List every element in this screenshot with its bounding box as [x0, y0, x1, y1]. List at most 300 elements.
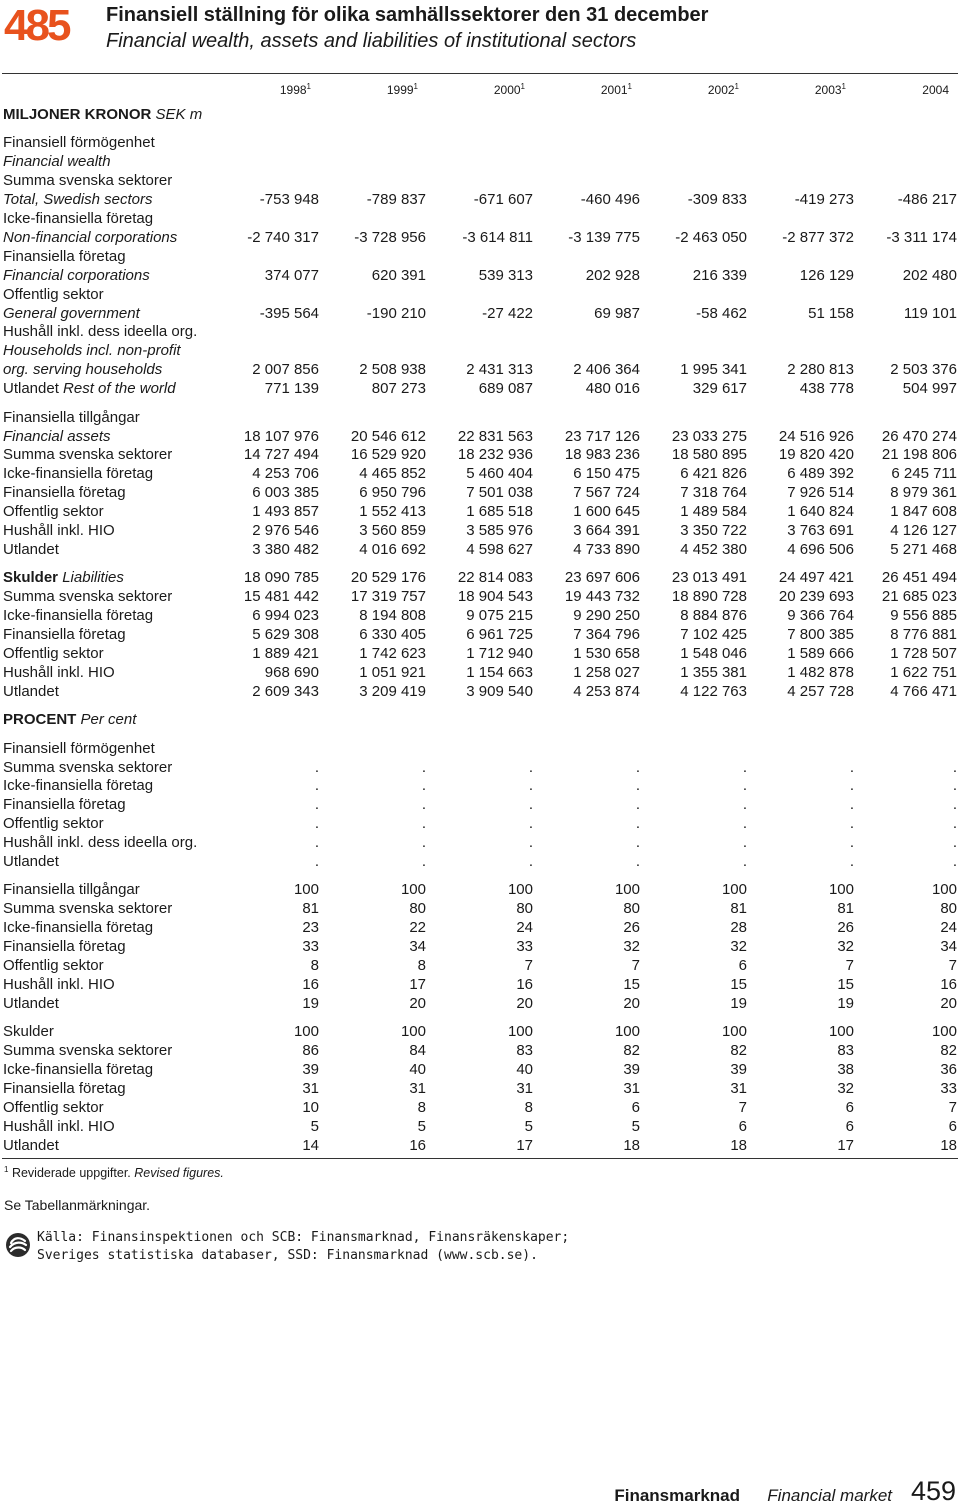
value-cell: 9 075 215 [466, 607, 533, 625]
wealth-row-label [3, 172, 957, 191]
value-cell: . [849, 853, 854, 871]
footnote: $^1$ Reviderade uppgifter. Revised figures. [4, 1164, 224, 1180]
value-cell: -190 210 [366, 304, 426, 322]
value-cell: 81 [730, 900, 747, 918]
value-cell: . [952, 777, 957, 795]
value-cell: 100 [614, 1023, 640, 1041]
footer-section-en: Financial market [767, 1486, 892, 1505]
value-cell: 33 [940, 1080, 957, 1097]
label-en: Rest of the world [63, 380, 176, 398]
value-cell: 5 [631, 1117, 640, 1135]
row-label: Icke-finansiella företag [3, 1061, 154, 1079]
page-header [0, 0, 960, 60]
value-cell: . [742, 834, 747, 852]
label-sv: PROCENT [3, 711, 77, 729]
pct-liabilities-row [3, 1042, 957, 1061]
assets-row [3, 484, 957, 503]
value-cell: 5 [417, 1117, 426, 1135]
value-cell: 2 976 546 [252, 522, 319, 540]
value-cell: . [635, 758, 640, 776]
value-cell: 20 239 693 [778, 588, 854, 606]
value-cell: 19 820 420 [778, 446, 854, 464]
value-cell: 18 [730, 1136, 747, 1154]
value-cell: -3 728 956 [354, 228, 426, 246]
value-cell: 10 [302, 1098, 319, 1116]
value-cell: 31 [516, 1080, 533, 1097]
value-cell: 31 [409, 1080, 426, 1097]
value-cell: 480 016 [585, 380, 640, 398]
value-cell: -309 833 [687, 191, 747, 209]
assets-row [3, 465, 957, 484]
value-cell: 7 800 385 [787, 626, 854, 644]
value-cell: 32 [730, 938, 747, 956]
value-cell: 3 560 859 [359, 522, 426, 540]
row-label [3, 569, 213, 588]
value-cell: 216 339 [692, 266, 747, 284]
row-label: Summa svenska sektorer [3, 588, 173, 606]
unit-row-pct [3, 711, 957, 730]
value-cell: 20 [623, 994, 640, 1012]
value-cell: . [952, 758, 957, 776]
spacer [3, 730, 957, 740]
page-number: 459 [910, 1476, 956, 1506]
value-cell: -2 877 372 [782, 228, 854, 246]
value-cell: 807 273 [371, 380, 426, 398]
value-cell: 24 [940, 919, 957, 937]
value-cell: 80 [516, 900, 533, 918]
value-cell: 438 778 [799, 380, 854, 398]
value-cell: 1 355 381 [680, 663, 747, 681]
wealth-row [3, 267, 957, 286]
see-notes: Se Tabellanmärkningar. [4, 1197, 151, 1213]
value-cell: 2 503 376 [890, 361, 957, 379]
row-label: Summa svenska sektorer [3, 1042, 173, 1060]
value-cell: . [952, 796, 957, 814]
value-cell: 16 529 920 [350, 446, 426, 464]
value-cell: 100 [400, 1023, 426, 1041]
label-sv: Utlandet [3, 380, 59, 398]
value-cell: 1 742 623 [359, 644, 426, 662]
value-cell: 34 [940, 938, 957, 956]
value-cell: 51 158 [808, 304, 854, 322]
value-cell: 17 [409, 975, 426, 993]
row-label: Hushåll inkl. dess ideella org. [3, 834, 198, 852]
year-1999: 1999$^1$ [386, 81, 418, 97]
value-cell: . [314, 777, 319, 795]
pct-liabilities-row [3, 1099, 957, 1118]
row-label: Finansiell förmögenhet [3, 134, 155, 152]
value-cell: 36 [940, 1061, 957, 1079]
value-cell: 2 007 856 [252, 361, 319, 379]
value-cell: 6 245 711 [891, 465, 957, 483]
year-2003: 2003$^1$ [814, 81, 846, 97]
row-label: Summa svenska sektorer [3, 758, 173, 776]
value-cell: 20 [940, 994, 957, 1012]
value-cell: 9 366 764 [787, 607, 854, 625]
value-cell: 18 580 895 [671, 446, 747, 464]
spacer-row [3, 125, 957, 135]
value-cell: . [314, 815, 319, 833]
value-cell: 19 [730, 994, 747, 1012]
value-cell: 6 [738, 957, 747, 975]
value-cell: 81 [302, 900, 319, 918]
value-cell: 69 987 [594, 304, 640, 322]
spacer-row [3, 702, 957, 712]
value-cell: 20 [516, 994, 533, 1012]
value-cell: 18 090 785 [243, 569, 319, 587]
value-cell: 5 [310, 1117, 319, 1135]
row-label [3, 711, 957, 730]
value-cell: 100 [507, 1023, 533, 1041]
pct-assets-row [3, 976, 957, 995]
value-cell: 33 [516, 938, 533, 956]
value-cell: 7 364 796 [573, 626, 640, 644]
value-cell: 26 [623, 919, 640, 937]
value-cell: 14 727 494 [243, 446, 319, 464]
wealth-row [3, 361, 957, 380]
value-cell: 539 313 [478, 266, 533, 284]
year-2001: 2001$^1$ [600, 81, 632, 97]
row-label: Skulder [3, 1023, 54, 1041]
row-label: Finansiella företag [3, 1080, 126, 1097]
value-cell: 8 194 808 [359, 607, 426, 625]
value-cell: 7 [948, 957, 957, 975]
value-cell: 2 431 313 [466, 361, 533, 379]
value-cell: 4 452 380 [680, 540, 747, 558]
assets-row [3, 503, 957, 522]
value-cell: 1 995 341 [680, 361, 747, 379]
value-cell: . [314, 853, 319, 871]
value-cell: . [528, 853, 533, 871]
section-head-wealth [3, 134, 957, 153]
value-cell: . [849, 777, 854, 795]
value-cell: 329 617 [692, 380, 747, 398]
row-label: Finansiella företag [3, 247, 126, 265]
value-cell: 18 904 543 [457, 588, 533, 606]
value-cell: 6 961 725 [466, 626, 533, 644]
value-cell: 14 [302, 1136, 319, 1154]
value-cell: 1 530 658 [573, 644, 640, 662]
value-cell: 16 [409, 1136, 426, 1154]
value-cell: 86 [302, 1042, 319, 1060]
value-cell: 1 589 666 [787, 644, 854, 662]
value-cell: 32 [623, 938, 640, 956]
spacer-row [3, 1014, 957, 1024]
row-label: Hushåll inkl. HIO [3, 975, 115, 993]
pct-wealth-row [3, 853, 957, 872]
value-cell: 7 501 038 [466, 484, 533, 502]
value-cell: 100 [828, 1023, 854, 1041]
value-cell: 26 451 494 [881, 569, 957, 587]
row-label: Finansiella tillgångar [3, 881, 140, 899]
row-label: Icke-finansiella företag [3, 465, 154, 483]
pct-section-head-wealth [3, 740, 957, 759]
year-2000: 2000$^1$ [493, 81, 525, 97]
spacer [3, 125, 957, 135]
value-cell: . [635, 834, 640, 852]
section-head-assets [3, 409, 957, 428]
value-cell: 18 232 936 [457, 446, 533, 464]
value-cell: 3 664 391 [573, 522, 640, 540]
value-cell: . [849, 834, 854, 852]
row-label: Icke-finansiella företag [3, 607, 154, 625]
value-cell: -395 564 [259, 304, 319, 322]
value-cell: 4 016 692 [359, 540, 426, 558]
value-cell: 4 598 627 [466, 540, 533, 558]
value-cell: 15 [837, 975, 854, 993]
value-cell: . [742, 853, 747, 871]
value-cell: 4 253 706 [252, 465, 319, 483]
value-cell: . [528, 815, 533, 833]
value-cell: 23 033 275 [671, 427, 747, 445]
row-label: Finansiella företag [3, 484, 126, 502]
row-label: Offentlig sektor [3, 503, 104, 521]
value-cell: 20 529 176 [350, 569, 426, 587]
bottom-rule [2, 1158, 958, 1159]
row-label: Finansiella företag [3, 626, 126, 644]
year-2004: 2004 [922, 82, 949, 97]
value-cell: 8 [524, 1098, 533, 1116]
value-cell: 8 [310, 957, 319, 975]
pct-liabilities-row [3, 1137, 957, 1156]
row-label: Finansiella företag [3, 938, 126, 956]
value-cell: 1 154 663 [466, 663, 533, 681]
pct-assets-row [3, 900, 957, 919]
value-cell: 7 926 514 [787, 484, 854, 502]
value-cell: 8 776 881 [890, 626, 957, 644]
value-cell: . [742, 796, 747, 814]
statistics-table [3, 78, 957, 1156]
value-cell: 83 [516, 1042, 533, 1060]
value-cell: . [849, 758, 854, 776]
value-cell: -460 496 [580, 191, 640, 209]
title-swedish: Finansiell ställning för olika samhällssektorer den 31 december [106, 4, 709, 26]
value-cell: 7 567 724 [573, 484, 640, 502]
value-cell: 18 [623, 1136, 640, 1154]
value-cell: 4 126 127 [890, 522, 957, 540]
value-cell: 6 994 023 [252, 607, 319, 625]
row-label: General government [3, 304, 140, 322]
value-cell: . [952, 853, 957, 871]
value-cell: -3 311 174 [886, 228, 957, 246]
value-cell: 4 733 890 [573, 540, 640, 558]
value-cell: 7 318 764 [680, 484, 747, 502]
row-label: Financial corporations [3, 266, 150, 284]
value-cell: 6 [948, 1117, 957, 1135]
pct-wealth-row [3, 796, 957, 815]
row-label: Financial wealth [3, 153, 111, 171]
title-english: Financial wealth, assets and liabilities of institutional sectors [106, 30, 637, 52]
row-label: Offentlig sektor [3, 285, 104, 303]
row-label: Summa svenska sektorer [3, 446, 173, 464]
value-cell: 24 516 926 [778, 427, 854, 445]
value-cell: 126 129 [799, 266, 854, 284]
value-cell: 19 443 732 [564, 588, 640, 606]
liabilities-row [3, 607, 957, 626]
wealth-row-label [3, 210, 957, 229]
value-cell: 620 391 [371, 266, 426, 284]
value-cell: -2 463 050 [675, 228, 747, 246]
pct-liabilities-row [3, 1080, 957, 1099]
table-body [3, 102, 957, 1156]
value-cell: 100 [828, 881, 854, 899]
value-cell: . [742, 777, 747, 795]
assets-row [3, 446, 957, 465]
wealth-row-rest-of-world [3, 380, 957, 399]
pct-assets-row [3, 957, 957, 976]
row-label: Finansiella tillgångar [3, 408, 140, 426]
value-cell: . [421, 758, 426, 776]
value-cell: 6 950 796 [359, 484, 426, 502]
value-cell: . [635, 853, 640, 871]
value-cell: 18 [940, 1136, 957, 1154]
pct-assets-row [3, 938, 957, 957]
value-cell: 83 [837, 1042, 854, 1060]
value-cell: 31 [302, 1080, 319, 1097]
row-label: Offentlig sektor [3, 957, 104, 975]
row-label: Offentlig sektor [3, 1098, 104, 1116]
label-en: Liabilities [62, 569, 124, 587]
pct-wealth-row [3, 815, 957, 834]
row-label: Icke-finansiella företag [3, 210, 154, 228]
value-cell: 3 209 419 [359, 682, 426, 700]
value-cell: -753 948 [259, 191, 319, 209]
wealth-row [3, 229, 957, 248]
value-cell: 100 [293, 881, 319, 899]
value-cell: -27 422 [482, 304, 533, 322]
value-cell: . [421, 834, 426, 852]
value-cell: 6 [631, 1098, 640, 1116]
value-cell: 100 [931, 1023, 957, 1041]
row-label: Utlandet [3, 853, 59, 871]
row-label: Households incl. non-profit [3, 342, 181, 360]
value-cell: . [849, 815, 854, 833]
label-en: SEK m [155, 106, 203, 123]
value-cell: 5 460 404 [466, 465, 533, 483]
value-cell: . [635, 796, 640, 814]
value-cell: 100 [721, 881, 747, 899]
value-cell: 23 [302, 919, 319, 937]
pct-liabilities-total-row [3, 1023, 957, 1042]
value-cell: 6 [738, 1117, 747, 1135]
value-cell: 39 [730, 1061, 747, 1079]
value-cell: 4 257 728 [787, 682, 854, 700]
value-cell: 771 139 [264, 380, 319, 398]
value-cell: 100 [507, 881, 533, 899]
value-cell: 4 696 506 [787, 540, 854, 558]
value-cell: 34 [409, 938, 426, 956]
wealth-row-label [3, 286, 957, 305]
value-cell: 7 102 425 [680, 626, 747, 644]
value-cell: 32 [837, 938, 854, 956]
value-cell: 7 [948, 1098, 957, 1116]
value-cell: 82 [623, 1042, 640, 1060]
value-cell: 100 [400, 881, 426, 899]
value-cell: 18 983 236 [564, 446, 640, 464]
row-label: Financial assets [3, 427, 111, 445]
value-cell: 6 489 392 [787, 465, 854, 483]
row-label: Finansiella företag [3, 796, 126, 814]
value-cell: 202 480 [902, 266, 957, 284]
value-cell: 26 470 274 [881, 427, 957, 445]
value-cell: . [421, 777, 426, 795]
liabilities-row [3, 664, 957, 683]
value-cell: . [528, 796, 533, 814]
pct-wealth-row [3, 759, 957, 778]
value-cell: 22 [409, 919, 426, 937]
value-cell: 16 [940, 975, 957, 993]
value-cell: 23 697 606 [564, 569, 640, 587]
value-cell: 33 [302, 938, 319, 956]
row-label: Non-financial corporations [3, 228, 178, 246]
spacer-row [3, 399, 957, 409]
spacer [3, 872, 957, 882]
value-cell: 7 [631, 957, 640, 975]
spacer-row [3, 730, 957, 740]
value-cell: . [314, 758, 319, 776]
value-cell: 20 546 612 [350, 427, 426, 445]
value-cell: 1 258 027 [573, 663, 640, 681]
value-cell: 689 087 [478, 380, 533, 398]
unit-row-mkr [3, 106, 957, 125]
wealth-row-label-en [3, 342, 957, 361]
value-cell: -3 139 775 [568, 228, 640, 246]
value-cell: 7 [738, 1098, 747, 1116]
value-cell: 1 489 584 [680, 503, 747, 521]
liabilities-row [3, 588, 957, 607]
row-label: Icke-finansiella företag [3, 777, 154, 795]
value-cell: 16 [302, 975, 319, 993]
value-cell: 20 [409, 994, 426, 1012]
value-cell: 21 685 023 [881, 588, 957, 606]
spacer-row [3, 560, 957, 570]
row-label [3, 380, 213, 399]
value-cell: 80 [940, 900, 957, 918]
value-cell: 7 [524, 957, 533, 975]
footer-section-sv: Finansmarknad [614, 1486, 740, 1505]
table-number: 485 [4, 1, 69, 50]
value-cell: 4 253 874 [573, 682, 640, 700]
row-label: Offentlig sektor [3, 815, 104, 833]
value-cell: . [952, 834, 957, 852]
row-label: Utlandet [3, 682, 59, 700]
value-cell: 1 600 645 [573, 503, 640, 521]
source-line-2: Sveriges statistiska databaser, SSD: Finansmarknad (www.scb.se). [37, 1248, 538, 1263]
value-cell: 1 728 507 [890, 644, 957, 662]
value-cell: 24 497 421 [778, 569, 854, 587]
row-label: Summa svenska sektorer [3, 172, 173, 190]
value-cell: 1 482 878 [787, 663, 854, 681]
value-cell: 19 [837, 994, 854, 1012]
value-cell: 2 406 364 [573, 361, 640, 379]
value-cell: -2 740 317 [247, 228, 319, 246]
row-label: Offentlig sektor [3, 644, 104, 662]
value-cell: 15 [623, 975, 640, 993]
value-cell: 4 465 852 [359, 465, 426, 483]
value-cell: 38 [837, 1061, 854, 1079]
wealth-row [3, 191, 957, 210]
pct-liabilities-row [3, 1118, 957, 1137]
value-cell: 80 [409, 900, 426, 918]
pct-liabilities-row [3, 1061, 957, 1080]
top-rule [2, 73, 958, 74]
row-label: Total, Swedish sectors [3, 191, 153, 209]
pct-wealth-row [3, 834, 957, 853]
value-cell: 100 [614, 881, 640, 899]
value-cell: 1 889 421 [252, 644, 319, 662]
source-note [37, 1229, 569, 1265]
value-cell: 5 [524, 1117, 533, 1135]
